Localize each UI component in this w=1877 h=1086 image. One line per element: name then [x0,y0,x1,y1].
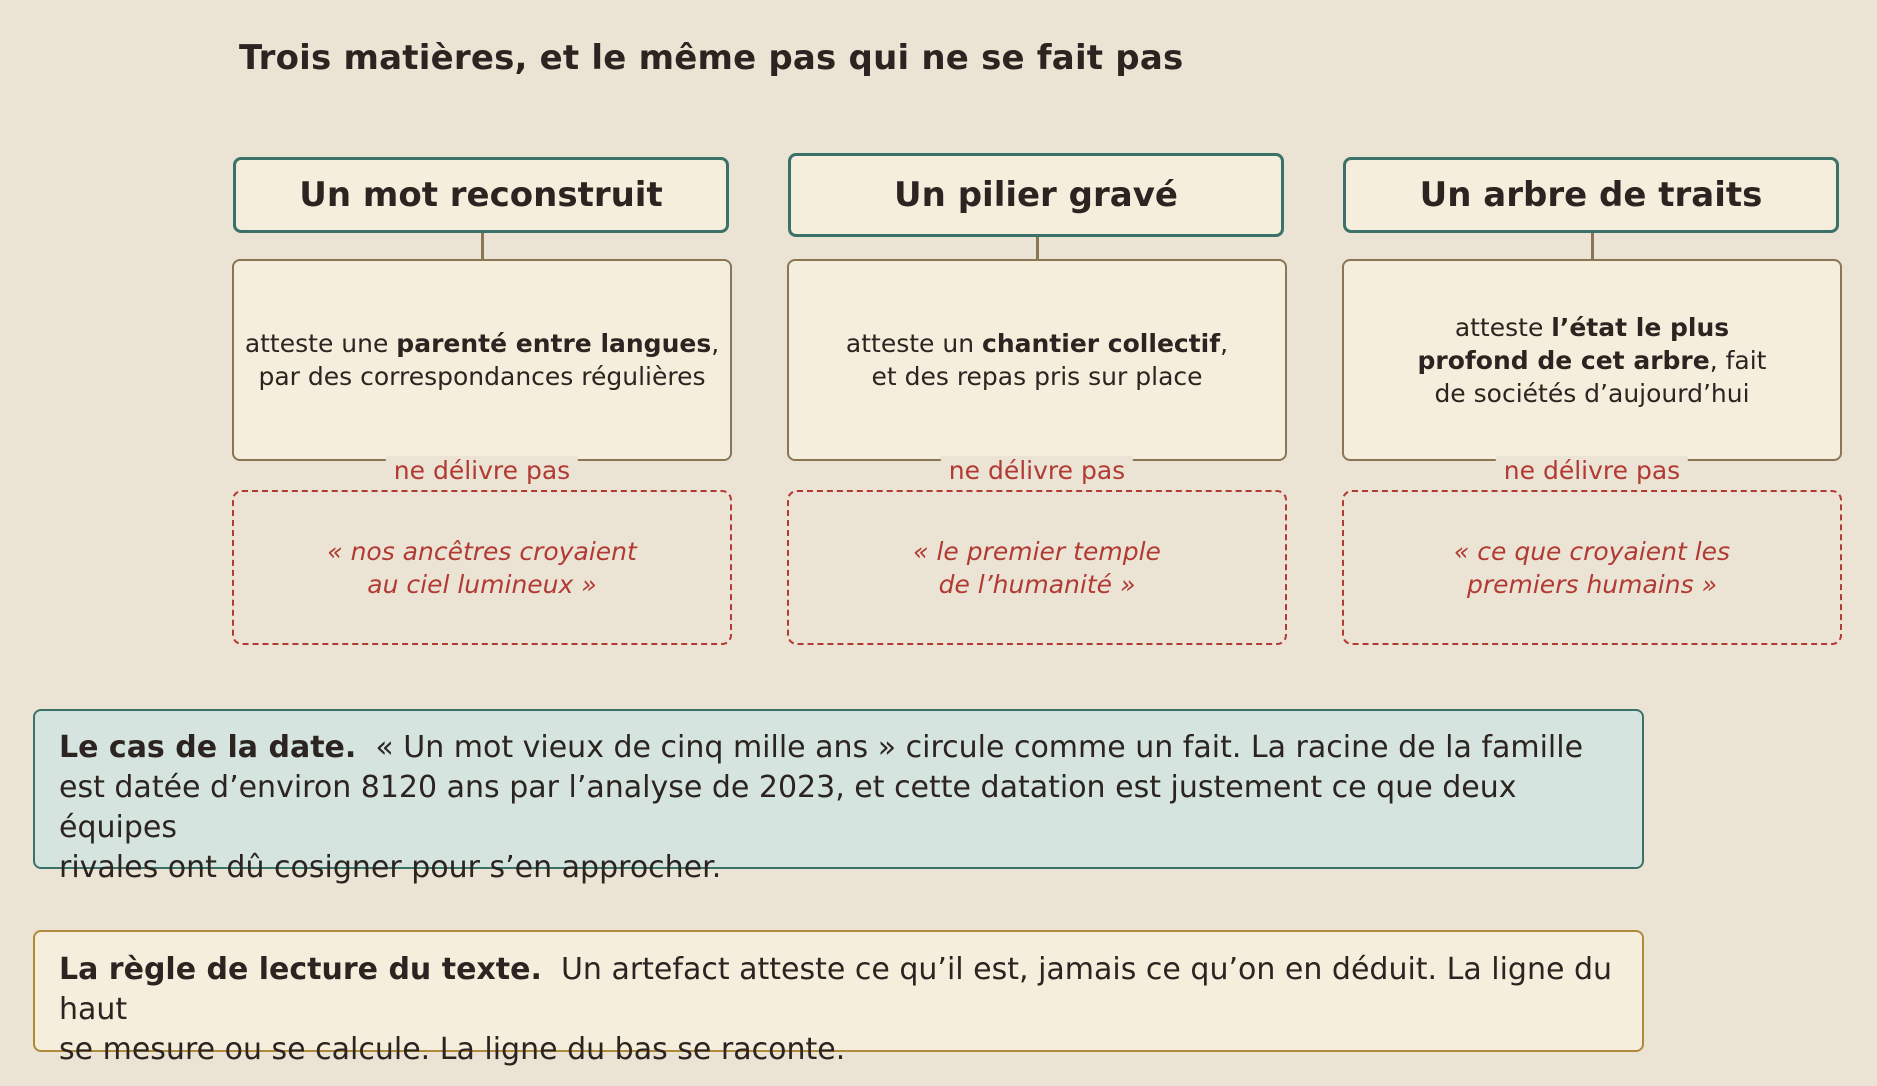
note-lead: La règle de lecture du texte. [59,952,542,987]
evidence-text-part: de sociétés d’aujourd’hui [1434,378,1750,408]
evidence-text-part: par des correspondances régulières [258,362,706,391]
note-line: est datée d’environ 8120 ans par l’analyse de 2023, et cette datation est justement ce que deux équipes [59,770,1517,845]
claim-line: « ce que croyaient les [1453,536,1731,566]
column-heading-word: Un mot reconstruit [233,157,729,233]
column-heading-tree: Un arbre de traits [1343,157,1839,233]
claim-text [1454,535,1730,601]
note-line: rivales ont dû cosigner pour s’en approcher. [59,850,722,885]
claim-line: « nos ancêtres croyaient [327,536,637,566]
connector-stem [481,233,484,259]
diagram-title: Trois matières, et le même pas qui ne se fait pas [239,38,1184,78]
evidence-text-part: atteste une [244,329,397,358]
note-line: se mesure ou se calcule. La ligne du bas se raconte. [59,1032,846,1067]
note-lead: Le cas de la date. [59,730,357,765]
evidence-bold: l’état le plus [1551,312,1730,342]
evidence-text-part: , fait [1709,345,1767,375]
connector-label: ne délivre pas [386,456,578,486]
claim-text [327,535,637,601]
connector-label: ne délivre pas [1496,456,1688,486]
evidence-text-part: atteste [1454,312,1552,342]
claim-box-word [232,490,732,645]
column-heading-pillar: Un pilier gravé [788,153,1284,237]
evidence-text-part: , [1220,329,1229,358]
evidence-text [245,327,719,393]
evidence-text [846,327,1228,393]
evidence-text-part: atteste un [845,329,983,358]
note-line: Un artefact atteste ce qu’il est, jamais ce qu’on en déduit. La ligne du haut [59,952,1613,1027]
claim-box-pillar [787,490,1287,645]
evidence-box-word [232,259,732,461]
claim-line: « le premier temple [913,536,1161,566]
claim-line: de l’humanité » [938,569,1136,599]
claim-line: au ciel lumineux » [367,569,597,599]
note-date-case [33,709,1644,885]
claim-box-tree [1342,490,1842,645]
connector-label: ne délivre pas [941,456,1133,486]
connector-stem [1591,233,1594,259]
claim-text [913,535,1161,601]
evidence-bold: parenté entre langues [396,329,712,358]
evidence-text-part: , [711,329,720,358]
connector-stem [1036,237,1039,259]
evidence-box-tree [1342,259,1842,461]
claim-line: premiers humains » [1466,569,1717,599]
evidence-box-pillar [787,259,1287,461]
note-reading-rule [33,930,1644,1067]
evidence-text [1418,311,1767,410]
evidence-bold: chantier collectif [982,329,1221,358]
evidence-bold: profond de cet arbre [1417,345,1710,375]
evidence-text-part: et des repas pris sur place [871,362,1203,391]
note-line: « Un mot vieux de cinq mille ans » circule comme un fait. La racine de la famille [375,730,1584,765]
